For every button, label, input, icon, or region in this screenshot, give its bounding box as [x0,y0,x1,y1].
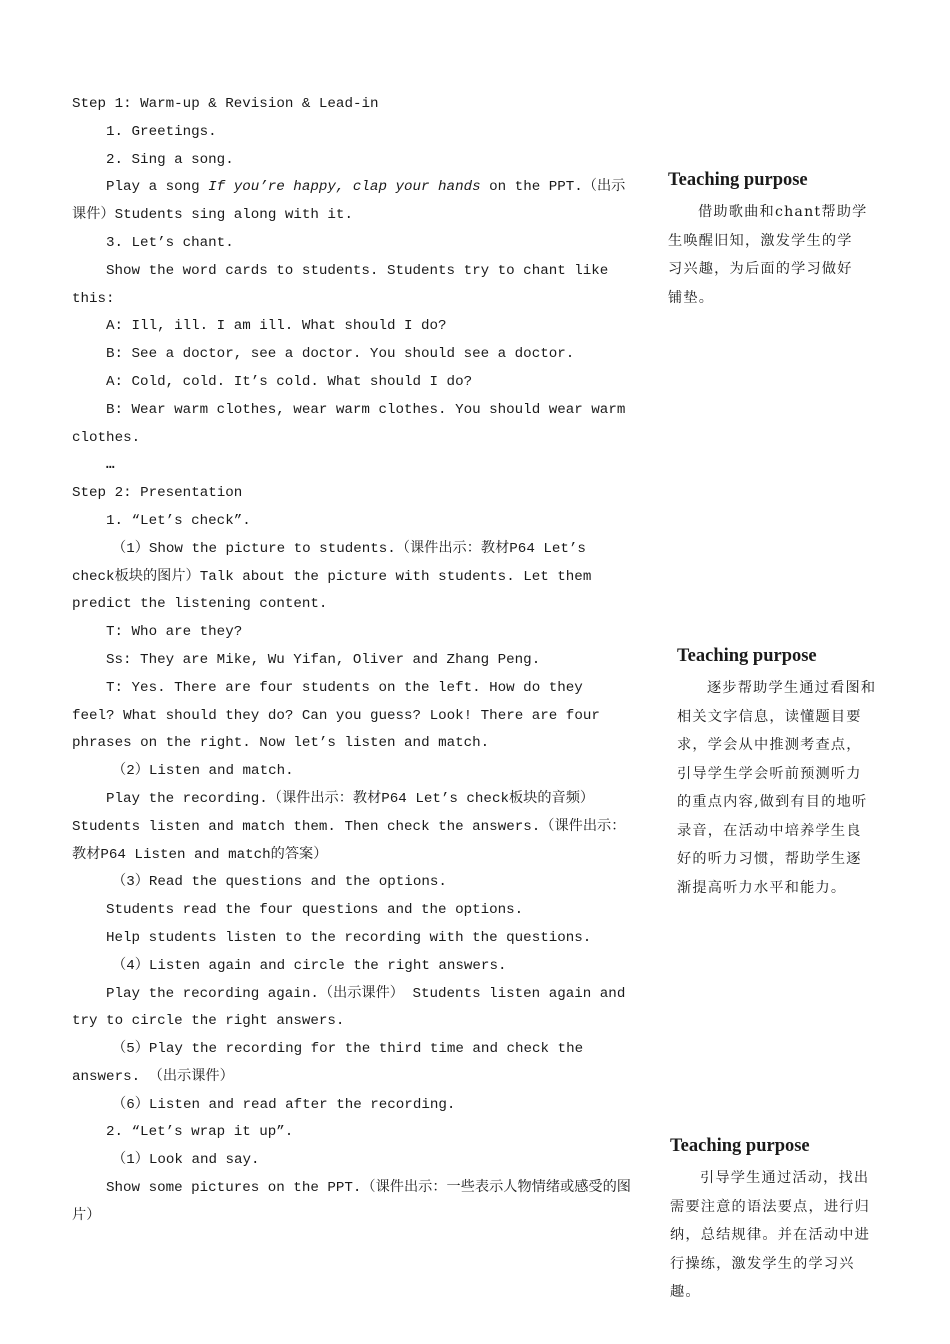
play-recording-paragraph: Play the recording.（课件出示：教材P64 Let’s check板块的音频） Students listen and match them. Then check the answers.（课件出示：教材P64 Listen and match的答案） [72,790,626,863]
dialogue-line: T: Yes. There are four students on the left. How do they feel? What should they do? Can you guess? Look! There are four phrases on the right. Now let’s listen and match. [72,679,600,752]
greetings-item: 1. Greetings. [106,123,217,140]
teaching-purpose-note-2 [677,644,877,916]
teaching-purpose-body: 引导学生通过活动，找出需要注意的语法要点，进行归纳，总结规律。并在活动中进行操练，激发学生的学习兴趣。 [670,1170,871,1300]
teaching-purpose-note-1 [668,168,868,318]
listen-again-item: （4）Listen again and circle the right answers. [112,957,507,974]
teaching-purpose-note-3 [670,1134,878,1314]
song-title: If you’re happy, clap your hands [208,179,481,196]
read-questions-paragraph: Students read the four questions and the options. [106,902,524,919]
dialogue-line: Ss: They are Mike, Wu Yifan, Oliver and Zhang Peng. [106,651,541,668]
third-time-item: （5）Play the recording for the third time and check the answers. （出示课件） [72,1041,584,1085]
teaching-purpose-title: Teaching purpose [668,170,808,190]
help-students-paragraph: Help students listen to the recording with the questions. [106,929,592,946]
chant-line: B: See a doctor, see a doctor. You should see a doctor. [106,346,575,363]
listen-match-item: （2）Listen and match. [112,763,294,780]
show-picture-paragraph: （1）Show the picture to students.（课件出示：教材P64 Let’s check板块的图片）Talk about the picture with students. Let them predict the listening content. [72,540,592,613]
play-song-prefix: Play a song [106,179,209,196]
play-again-paragraph: Play the recording again.（出示课件） Students listen again and try to circle the right answers. [72,985,626,1030]
wrap-it-up-item: 2. “Let’s wrap it up”. [106,1124,294,1141]
play-song-paragraph [72,174,632,230]
chant-line: A: Cold, cold. It’s cold. What should I do? [106,373,473,390]
step2-heading: Step 2: Presentation [72,485,243,502]
teaching-purpose-title: Teaching purpose [670,1136,810,1156]
lesson-procedure [72,91,632,1231]
chant-line: A: Ill, ill. I am ill. What should I do? [106,318,447,335]
teaching-purpose-title: Teaching purpose [677,646,817,666]
chant-line: B: Wear warm clothes, wear warm clothes. You should wear warm clothes. [72,401,626,446]
show-pictures-paragraph: Show some pictures on the PPT.（课件出示：一些表示人物情绪或感受的图片） [72,1180,631,1224]
chant-item: 3. Let’s chant. [106,234,234,251]
teaching-purpose-body: 逐步帮助学生通过看图和相关文字信息，读懂题目要求，学会从中推测考查点，引导学生学会听前预测听力的重点内容,做到有目的地听录音，在活动中培养学生良好的听力习惯，帮助学生逐渐提高听力水平和能力。 [677,680,877,896]
sing-item: 2. Sing a song. [106,151,234,168]
look-and-say-item: （1）Look and say. [112,1152,260,1169]
teaching-purpose-body: 借助歌曲和chant帮助学生唤醒旧知，激发学生的学习兴趣，为后面的学习做好铺垫。 [668,204,868,306]
read-after-item: （6）Listen and read after the recording. [112,1096,456,1113]
ellipsis: … [106,457,115,474]
read-questions-item: （3）Read the questions and the options. [112,874,447,891]
lets-check-item: 1. “Let’s check”. [106,512,251,529]
play-song-suffix: on the PPT.（出示课件）Students sing along with it. [72,179,626,224]
step1-heading: Step 1: Warm-up & Revision & Lead-in [72,96,379,112]
dialogue-line: T: Who are they? [106,624,243,641]
word-cards-paragraph: Show the word cards to students. Students try to chant like this: [72,262,609,307]
